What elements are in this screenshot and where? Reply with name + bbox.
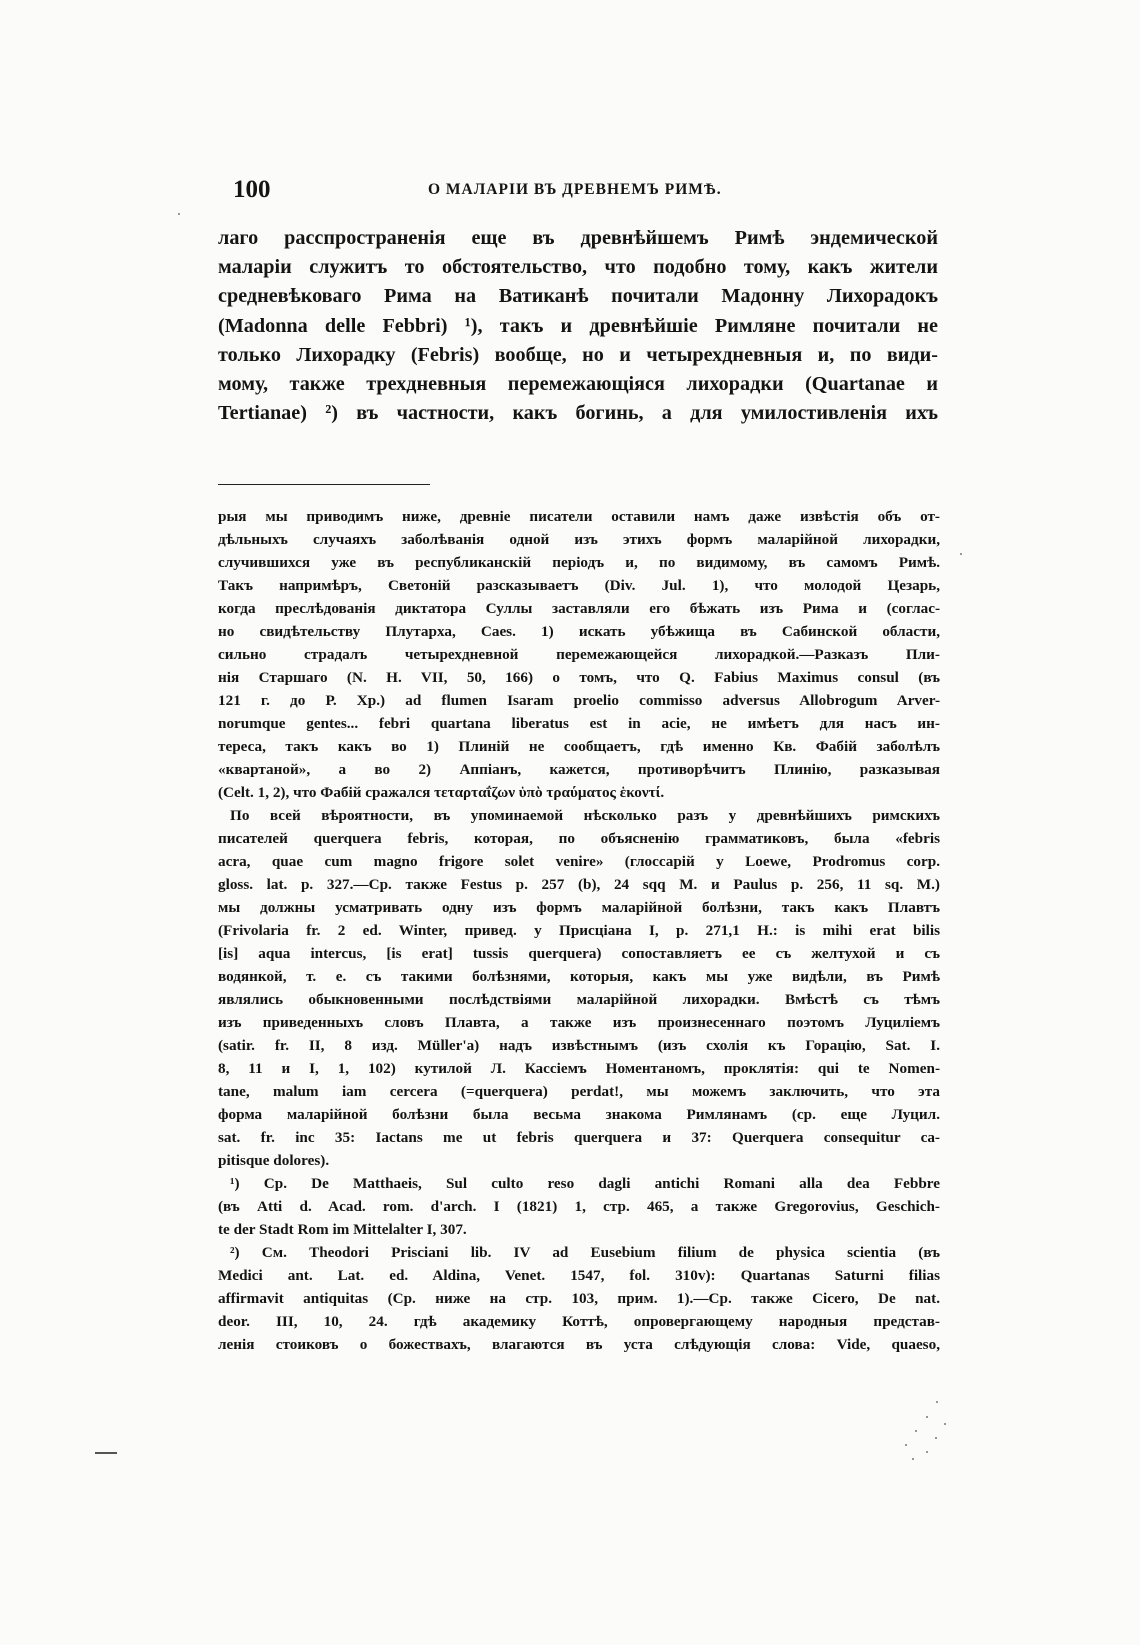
footnote-line: нія Старшаго (N. H. VII, 50, 166) о томъ, что Q. Fabius Maximus consul (въ: [218, 669, 940, 686]
main-line: лаго расспространенія еще въ древнѣйшемъ Римѣ эндемической: [218, 227, 938, 249]
main-line: мому, также трехдневныя перемежающіяся лихорадки (Quartanae и: [218, 372, 938, 395]
footnote-line: тереса, такъ какъ во 1) Плиній не сообщаетъ, гдѣ именно Кв. Фабій заболѣлъ: [218, 738, 940, 755]
scan-speck: [915, 1430, 917, 1432]
scan-speck: [905, 1444, 907, 1446]
main-line: средневѣковаго Рима на Ватиканѣ почитали Мадонну Лихорадокъ: [218, 285, 938, 308]
footnote-line: изъ приведенныхъ словъ Плавта, а также изъ произнесеннаго поэтомъ Луциліемъ: [218, 1014, 940, 1031]
footnote-line: «квартаной», а во 2) Аппіанъ, кажется, противорѣчитъ Плинію, разказывая: [218, 761, 940, 778]
footnote-1-line: te der Stadt Rom im Mittelalter I, 307.: [218, 1221, 467, 1238]
scan-speck: [944, 1423, 946, 1425]
footnote-line: По всей вѣроятности, въ упоминаемой нѣсколько разъ у древнѣйшихъ римскихъ: [230, 807, 940, 824]
footnote-line: водянкой, т. е. съ такими болѣзнями, которыя, какъ мы уже видѣли, въ Римѣ: [218, 968, 940, 985]
main-line: Tertianae) ²) въ частности, какъ богинь, а для умилостивленія ихъ: [218, 402, 938, 425]
footnote-1-line: (въ Atti d. Acad. rom. d'arch. I (1821) 1, стр. 465, а также Gregorovius, Geschich-: [218, 1198, 940, 1215]
footnote-line: (satir. fr. II, 8 изд. Müller'а) надъ извѣстнымъ (изъ схолія къ Горацію, Sat. I.: [218, 1037, 940, 1054]
main-line: (Madonna delle Febbri) ¹), такъ и древнѣйшіе Римляне почитали не: [218, 314, 938, 337]
running-title: О МАЛАРІИ ВЪ ДРЕВНЕМЪ РИМѢ.: [428, 181, 722, 198]
footnote-line: tane, malum iam cercera (=querquera) perdat!, мы можемъ заключить, что эта: [218, 1083, 940, 1100]
footnote-2-line: affirmavit antiquitas (Ср. ниже на стр. 103, прим. 1).—Ср. также Cicero, De nat.: [218, 1290, 940, 1307]
footnote-line: [is] aqua intercus, [is erat] tussis querquera) сопоставляетъ ее съ желтухой и съ: [218, 945, 940, 962]
scan-speck: [935, 1437, 937, 1439]
scan-speck: [960, 553, 962, 555]
footnote-2-line: ленія стоиковъ о божествахъ, влагаются въ уста слѣдующія слова: Vide, quaeso,: [218, 1336, 940, 1353]
footnote-line: рыя мы приводимъ ниже, древніе писатели оставили намъ даже извѣстія объ от-: [218, 508, 940, 525]
scan-speck: [926, 1451, 928, 1453]
scan-speck: [926, 1416, 928, 1418]
footnote-2-line: deor. III, 10, 24. гдѣ академику Коттѣ, опровергающему народныя представ-: [218, 1313, 940, 1330]
margin-mark: [95, 1452, 117, 1454]
footnote-line: дѣльныхъ случаяхъ заболѣванія одной изъ этихъ формъ маларійной лихорадки,: [218, 531, 940, 548]
page-number: 100: [233, 176, 271, 203]
footnote-line: 121 г. до Р. Хр.) ad flumen Isaram proelio commisso adversus Allobrogum Arver-: [218, 692, 940, 709]
scan-speck: [912, 1458, 914, 1460]
footnote-2-line: Medici ant. Lat. ed. Aldina, Venet. 1547, fol. 310v): Quartanas Saturni filias: [218, 1267, 940, 1284]
footnote-line: писателей querquera febris, которая, по объясненію грамматиковъ, была «febris: [218, 830, 940, 847]
main-line: маларіи служитъ то обстоятельство, что подобно тому, какъ жители: [218, 256, 938, 279]
footnote-line: сильно страдалъ четырехдневной перемежающейся лихорадкой.—Разказъ Пли-: [218, 646, 940, 663]
footnote-line: мы должны усматривать одну изъ формъ маларійной болѣзни, такъ какъ Плавтъ: [218, 899, 940, 916]
scan-speck: [936, 1401, 938, 1403]
main-line: только Лихорадку (Febris) вообще, но и четырехдневныя и, по види-: [218, 343, 938, 366]
footnote-line: форма маларійной болѣзни была весьма знакома Римлянамъ (ср. еще Луцил.: [218, 1106, 940, 1123]
footnotes: [218, 505, 940, 1356]
footnote-line: 8, 11 и I, 1, 102) кутилой Л. Кассіемъ Номентаномъ, проклятія: qui te Nomen-: [218, 1060, 940, 1077]
footnote-line: acra, quae cum magno frigore solet venire» (глоссарій у Loewe, Prodromus corp.: [218, 853, 940, 870]
page-header: [233, 176, 953, 208]
scan-speck: [178, 213, 180, 215]
footnote-line: sat. fr. inc 35: Iactans me ut febris querquera и 37: Querquera consequitur ca-: [218, 1129, 940, 1146]
main-text: [218, 224, 938, 428]
footnote-line: но свидѣтельству Плутарха, Caes. 1) искать убѣжища въ Сабинской области,: [218, 623, 940, 640]
footnote-separator: [218, 484, 430, 485]
footnote-line: являлись обыкновенными послѣдствіями маларійной лихорадки. Вмѣстѣ съ тѣмъ: [218, 991, 940, 1008]
footnote-line: Такъ напримѣръ, Светоній разсказываетъ (Div. Jul. 1), что молодой Цезарь,: [218, 577, 940, 594]
footnote-line: когда преслѣдованія диктатора Суллы заставляли его бѣжать изъ Рима и (соглас-: [218, 600, 940, 617]
footnote-2-line: ²) См. Theodori Prisciani lib. IV ad Eusebium filium de physica scientia (въ: [230, 1244, 940, 1261]
footnote-line: (Celt. 1, 2), что Фабій сражался τεταρταΐζων ὑπὸ τραύματος ἑκοντί.: [218, 784, 665, 801]
footnote-line: pitisque dolores).: [218, 1152, 330, 1169]
footnote-line: (Frivolaria fr. 2 ed. Winter, привед. у Присціана I, p. 271,1 H.: is mihi erat bilis: [218, 922, 940, 939]
footnote-line: gloss. lat. p. 327.—Ср. также Festus p. 257 (b), 24 sqq M. и Paulus p. 256, 11 sq. M.): [218, 876, 940, 893]
footnote-1-line: ¹) Ср. De Matthaeis, Sul culto reso dagli antichi Romani alla dea Febbre: [230, 1175, 940, 1192]
footnote-line: norumque gentes... febri quartana liberatus est in acie, не имѣетъ для насъ ин-: [218, 715, 940, 732]
footnote-line: случившихся уже въ республиканскій періодъ и, по видимому, въ самомъ Римѣ.: [218, 554, 940, 571]
